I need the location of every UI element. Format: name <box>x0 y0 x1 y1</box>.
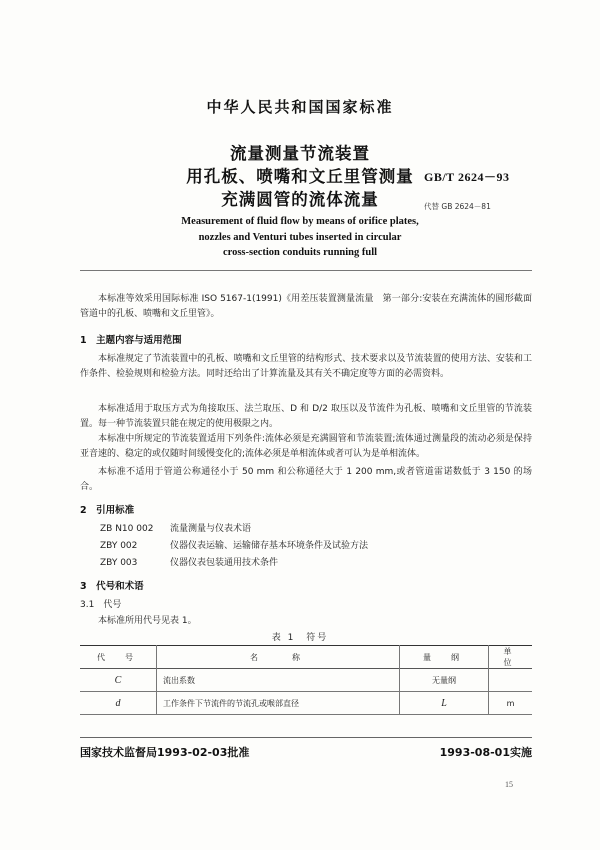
column-header-unit: 单 位 <box>489 646 533 669</box>
symbol-unit: m <box>489 692 533 715</box>
english-title <box>90 214 510 261</box>
page-number: 15 <box>505 780 513 789</box>
symbol-name: 工作条件下节流件的节流孔或喉部直径 <box>157 692 400 715</box>
section-2-heading: 2 引用标准 <box>80 505 135 516</box>
section-1-paragraph: 本标准不适用于管道公称通径小于 50 mm 和公称通径大于 1 200 mm,或者管道雷诺数低于 3 150 的场合。 <box>80 467 532 492</box>
reference-item <box>100 521 251 534</box>
english-title-line: nozzles and Venturi tubes inserted in circular <box>198 231 402 243</box>
english-title-line: cross-section conduits running full <box>222 247 378 258</box>
reference-title: 仪器仪表包装通用技术条件 <box>170 558 279 568</box>
symbol-name: 流出系数 <box>157 669 400 692</box>
symbol-code: C <box>114 674 122 686</box>
symbols-table <box>80 645 532 715</box>
reference-item <box>100 538 368 551</box>
chinese-title-line: 充满圆管的流体流量 <box>221 190 379 209</box>
chinese-title-line: 用孔板、喷嘴和文丘里管测量 <box>186 167 414 186</box>
chinese-title-line: 流量测量节流装置 <box>230 144 370 163</box>
table-row <box>80 669 532 692</box>
reference-code: ZBY 003 <box>100 558 138 568</box>
header-divider <box>80 270 532 271</box>
national-standard-header: 中华人民共和国国家标准 <box>206 98 394 116</box>
column-header-code: 代 号 <box>97 652 139 662</box>
section-1-heading: 1 主题内容与适用范围 <box>80 335 182 346</box>
reference-title: 流量测量与仪表术语 <box>170 524 252 534</box>
approval-line: 国家技术监督局1993-02-03批准 <box>80 746 250 759</box>
table-row <box>80 692 532 715</box>
english-title-line: Measurement of fluid flow by means of orifice plates, <box>181 216 419 227</box>
symbol-unit <box>489 669 533 692</box>
section-3-heading: 3 代号和术语 <box>80 581 144 592</box>
reference-code: ZB N10 002 <box>100 524 154 534</box>
reference-code: ZBY 002 <box>100 541 138 551</box>
symbol-dimension: L <box>400 692 489 715</box>
reference-item <box>100 555 278 568</box>
symbol-dimension: 无量纲 <box>400 669 489 692</box>
implementation-date: 1993-08-01实施 <box>439 746 532 759</box>
replaces-note: 代替 GB 2624－81 <box>424 202 491 211</box>
subsection-3-1-text: 本标准所用代号见表 1。 <box>98 616 197 626</box>
intro-paragraph: 本标准等效采用国际标准 ISO 5167-1(1991)《用差压装置测量流量 第一部分:安装在充满流体的圆形截面管道中的孔板、喷嘴和文丘里管》。 <box>80 294 532 319</box>
table-header-row <box>80 646 532 669</box>
standard-number: GB/T 2624－93 <box>424 170 510 184</box>
footer-divider <box>80 737 532 738</box>
column-header-dimension: 量 纲 <box>400 646 489 669</box>
reference-title: 仪器仪表运输、运输储存基本环境条件及试验方法 <box>170 541 369 551</box>
section-1-paragraph: 本标准中所规定的节流装置适用下列条件:流体必须是充满圆管和节流装置;流体通过测量段的流动必须是保持亚音速的、稳定的或仅随时间缓慢变化的;流体必须是单相流体或者可认为是单相流体。 <box>80 434 532 459</box>
section-1-paragraph: 本标准规定了节流装置中的孔板、喷嘴和文丘里管的结构形式、技术要求以及节流装置的使用方法、安装和工作条件、检验规则和检验方法。同时还给出了计算流量及其有关不确定度等方面的必需资料。 <box>80 354 532 379</box>
column-header-name: 名 称 <box>157 646 400 669</box>
table-1-caption: 表 1 符号 <box>271 633 329 643</box>
subsection-3-1-heading: 3.1 代号 <box>80 600 122 610</box>
section-1-paragraph: 本标准适用于取压方式为角接取压、法兰取压、D 和 D/2 取压以及节流件为孔板、喷嘴和文丘里管的节流装置。每一种节流装置只能在规定的使用极限之内。 <box>80 404 532 429</box>
symbol-code: d <box>115 697 121 709</box>
